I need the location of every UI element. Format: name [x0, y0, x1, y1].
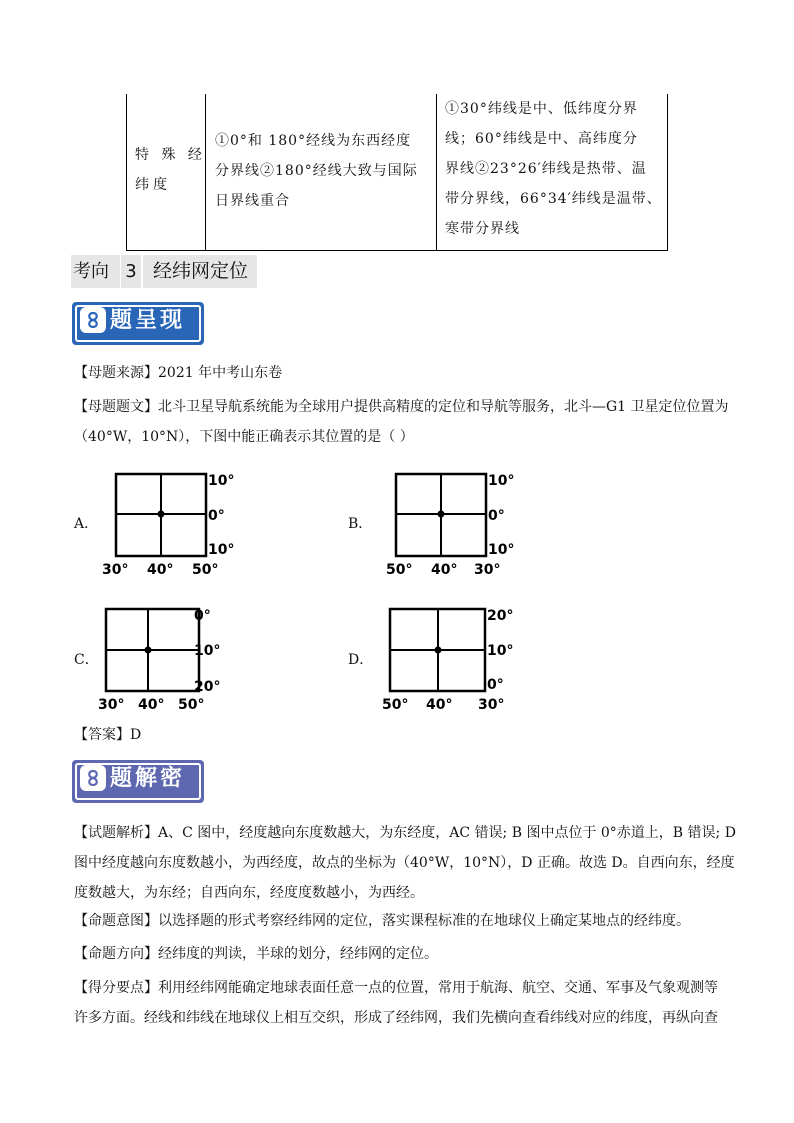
svg-text:20°: 20° — [194, 679, 221, 695]
svg-text:50°: 50° — [386, 562, 413, 578]
option-c-label[interactable]: C． — [74, 652, 99, 668]
option-c-grid[interactable] — [96, 603, 256, 715]
question-source: 【母题来源】2021 年中考山东卷 — [74, 365, 283, 381]
table-cell-latitude: ①30°纬线是中、低纬度分界 线；60°纬线是中、高纬度分 界线②23°26′纬线是热带、温 带分界线，66°34′纬线是温带、 寒带分界线 — [445, 101, 662, 237]
svg-text:20°: 20° — [487, 608, 514, 624]
features-table — [126, 94, 668, 251]
swirl-logo-icon — [80, 765, 106, 791]
intent-text: 【命题意图】以选择题的形式考察经纬网的定位，落实课程标准的在地球仪上确定某地点的经纬度。 — [74, 913, 690, 929]
svg-text:10°: 10° — [487, 643, 514, 659]
keypoints-text: 【得分要点】利用经纬网能确定地球表面任意一点的位置，常用于航海、航空、交通、军事及气象观测等 许多方面。经线和纬线在地球仪上相互交织，形成了经纬网，我们先横向查看纬线对应的纬度，再纵向查 — [74, 980, 718, 1026]
svg-text:40°: 40° — [426, 697, 453, 713]
banner-question: 题呈现 — [72, 302, 204, 345]
svg-text:0°: 0° — [208, 508, 225, 524]
analysis-text: 【试题解析】A、C 图中，经度越向东度数越大，为东经度，AC 错误; B 图中点位于 0°赤道上，B 错误; D 图中经度越向东度数越小，为西经度，故点的坐标为（40°W，10°N），D 正确。故选 D。自西向东，经度 度数越大，为东经；自西向东，经度度数越小，为西经。 — [74, 825, 736, 901]
svg-text:10°: 10° — [488, 542, 515, 558]
option-d-label[interactable]: D． — [348, 652, 374, 668]
swirl-logo-icon — [80, 307, 106, 333]
svg-text:30°: 30° — [102, 562, 129, 578]
svg-text:40°: 40° — [431, 562, 458, 578]
option-b-grid[interactable] — [380, 468, 540, 580]
svg-text:50°: 50° — [192, 562, 219, 578]
heading-prefix: 考向 — [71, 255, 120, 288]
svg-text:10°: 10° — [208, 473, 235, 489]
table-cell-longitude: ①0°和 180°经线为东西经度 分界线②180°经线大致与国际 日界线重合 — [215, 133, 418, 209]
option-b-label[interactable]: B． — [348, 516, 373, 532]
heading-title: 经纬网定位 — [143, 255, 257, 288]
svg-text:50°: 50° — [178, 697, 205, 713]
svg-text:30°: 30° — [98, 697, 125, 713]
banner-analysis: 题解密 — [72, 760, 204, 803]
svg-text:50°: 50° — [382, 697, 409, 713]
option-d-grid[interactable] — [380, 603, 540, 715]
svg-text:10°: 10° — [208, 542, 235, 558]
section-heading — [71, 255, 257, 288]
svg-text:0°: 0° — [487, 677, 504, 693]
heading-number: 3 — [121, 255, 141, 288]
direction-text: 【命题方向】经纬度的判读，半球的划分，经纬网的定位。 — [74, 946, 438, 962]
svg-text:10°: 10° — [488, 473, 515, 489]
svg-text:40°: 40° — [147, 562, 174, 578]
svg-text:30°: 30° — [478, 697, 505, 713]
option-a-grid[interactable] — [100, 468, 260, 580]
question-text: 【母题题文】北斗卫星导航系统能为全球用户提供高精度的定位和导航等服务，北斗—G1 卫星定位位置为 （40°W，10°N），下图中能正确表示其位置的是（ ） — [74, 399, 729, 445]
svg-text:0°: 0° — [194, 608, 211, 624]
option-a-label[interactable]: A． — [74, 516, 99, 532]
svg-text:10°: 10° — [194, 643, 221, 659]
table-row-label: 特 殊 经 纬度 — [135, 147, 206, 193]
svg-text:30°: 30° — [474, 562, 501, 578]
svg-text:40°: 40° — [138, 697, 165, 713]
svg-text:0°: 0° — [488, 508, 505, 524]
answer: 【答案】D — [74, 727, 142, 743]
